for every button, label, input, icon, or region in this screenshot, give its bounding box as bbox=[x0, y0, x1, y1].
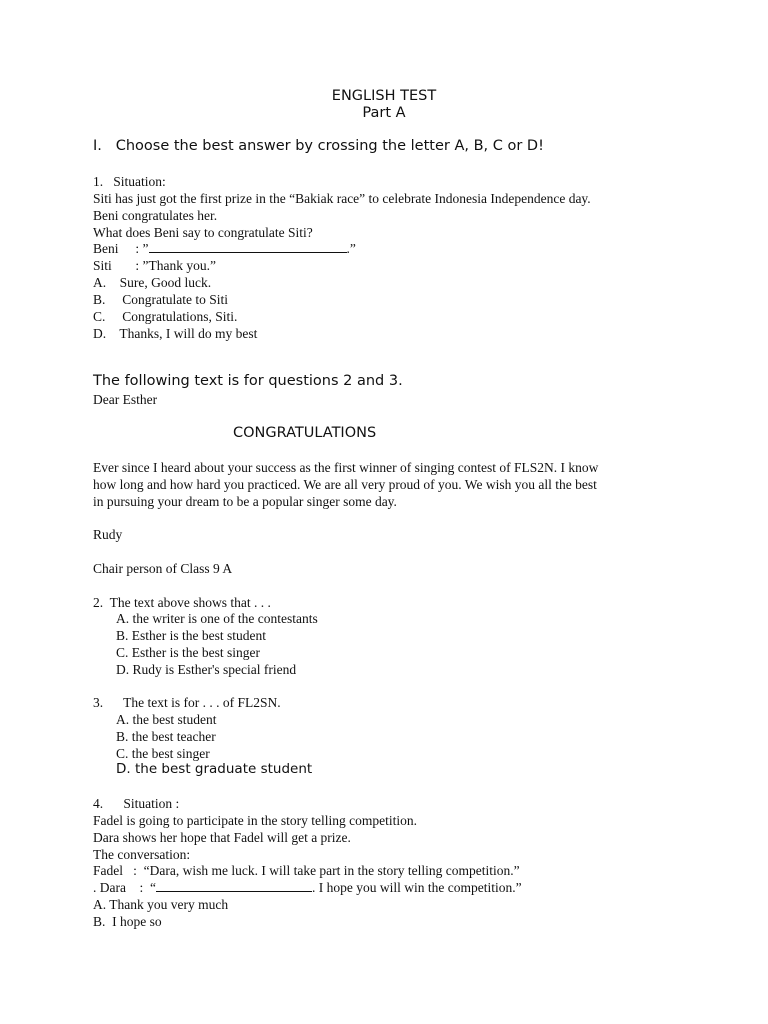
letter-signer-title: Chair person of Class 9 A bbox=[93, 561, 233, 576]
beni-end: .” bbox=[346, 241, 356, 256]
question-4-conversation-label: The conversation: bbox=[93, 847, 191, 862]
answer-blank bbox=[149, 240, 347, 253]
question-2-stem: 2. The text above shows that . . . bbox=[93, 595, 271, 610]
test-part: Part A bbox=[362, 105, 406, 121]
question-1-prompt: What does Beni say to congratulate Siti? bbox=[93, 225, 313, 240]
letter-body-line-2: how long and how hard you practiced. We are all very proud of you. We wish you all the best bbox=[93, 477, 597, 492]
q3-option-b: B. the best teacher bbox=[116, 729, 216, 744]
question-1-situation: Siti has just got the first prize in the “Bakiak race” to celebrate Indonesia Independence day. bbox=[93, 191, 591, 206]
letter-title: CONGRATULATIONS bbox=[233, 425, 377, 441]
q3-option-c: C. the best singer bbox=[116, 746, 210, 761]
dara-end: . I hope you will win the competition.” bbox=[311, 880, 522, 895]
q2-option-d: D. Rudy is Esther's special friend bbox=[116, 662, 297, 677]
question-1-label: 1. Situation: bbox=[93, 174, 166, 189]
q2-option-a: A. the writer is one of the contestants bbox=[116, 611, 318, 626]
question-4-dialog-dara bbox=[93, 879, 522, 896]
q3-option-d: D. the best graduate student bbox=[116, 761, 313, 777]
q3-option-a: A. the best student bbox=[116, 712, 217, 727]
question-4-dialog-fadel: Fadel : “Dara, wish me luck. I will take part in the story telling competition.” bbox=[93, 863, 520, 878]
question-1-dialog-siti: Siti : ”Thank you.” bbox=[93, 258, 216, 273]
question-4-label: 4. Situation : bbox=[93, 796, 180, 811]
letter-signer: Rudy bbox=[93, 527, 123, 542]
q2-option-c: C. Esther is the best singer bbox=[116, 645, 260, 660]
question-1-dialog-beni bbox=[93, 240, 356, 257]
q1-option-a: A. Sure, Good luck. bbox=[93, 275, 212, 290]
question-1-situation-2: Beni congratulates her. bbox=[93, 208, 218, 223]
section-heading: I. Choose the best answer by crossing the letter A, B, C or D! bbox=[93, 138, 544, 154]
q1-option-d: D. Thanks, I will do my best bbox=[93, 326, 258, 341]
q4-option-a: A. Thank you very much bbox=[93, 897, 229, 912]
dara-label: . Dara : “ bbox=[93, 880, 156, 895]
letter-body-line-3: in pursuing your dream to be a popular singer some day. bbox=[93, 494, 397, 509]
beni-label: Beni : ” bbox=[93, 241, 149, 256]
letter-body-line-1: Ever since I heard about your success as the first winner of singing contest of FLS2N. I know bbox=[93, 460, 599, 475]
text-heading: The following text is for questions 2 and 3. bbox=[93, 373, 403, 389]
q1-option-c: C. Congratulations, Siti. bbox=[93, 309, 238, 324]
test-title: ENGLISH TEST bbox=[331, 88, 437, 104]
q4-option-b: B. I hope so bbox=[93, 914, 162, 929]
answer-blank bbox=[156, 879, 312, 892]
q1-option-b: B. Congratulate to Siti bbox=[93, 292, 228, 307]
letter-greeting: Dear Esther bbox=[93, 392, 158, 407]
question-4-situation-2: Dara shows her hope that Fadel will get a prize. bbox=[93, 830, 351, 845]
q2-option-b: B. Esther is the best student bbox=[116, 628, 266, 643]
question-4-situation: Fadel is going to participate in the story telling competition. bbox=[93, 813, 417, 828]
question-3-stem: 3. The text is for . . . of FL2SN. bbox=[93, 695, 281, 710]
